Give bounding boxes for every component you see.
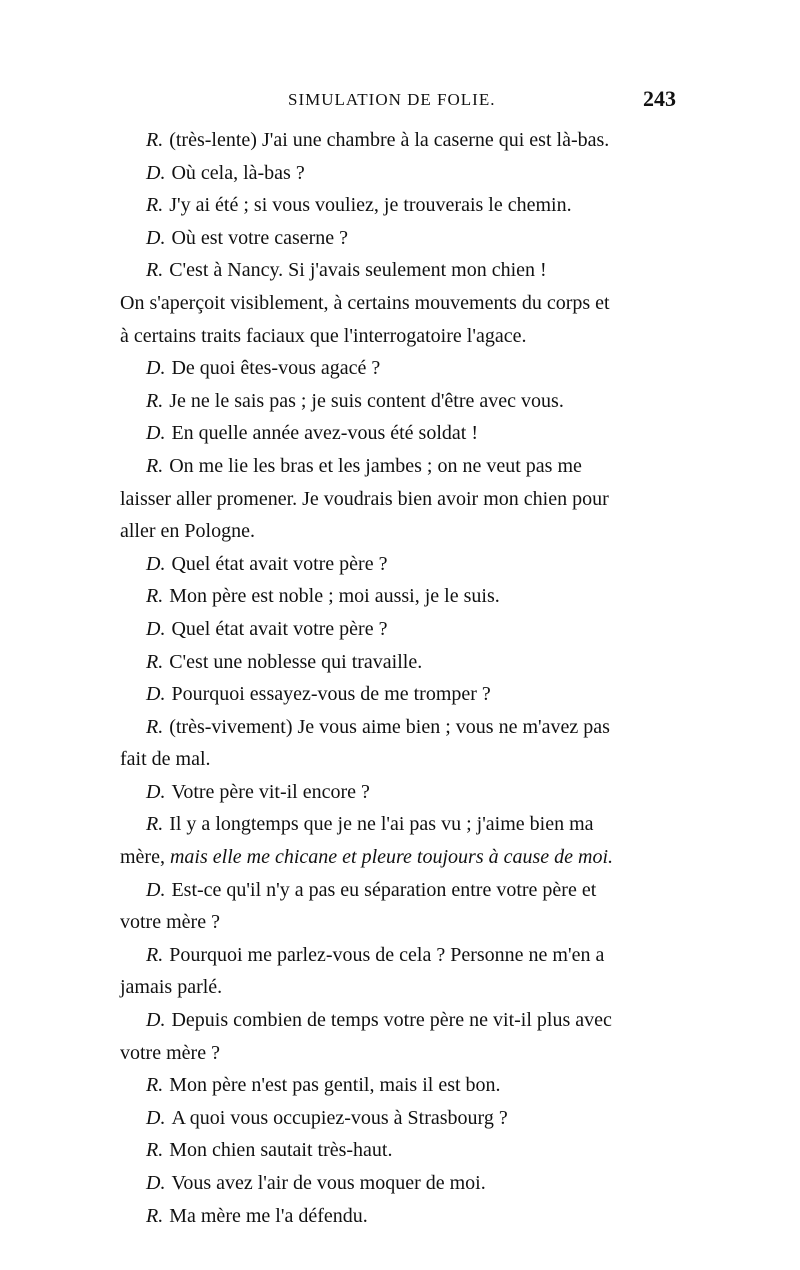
page-header (120, 86, 680, 120)
line-text: Mon chien sautait très-haut. (169, 1139, 393, 1162)
text-line (120, 1200, 668, 1233)
dialogue-text (120, 124, 668, 1232)
line-text: aller en Pologne. (120, 520, 255, 543)
speaker-label: D. (146, 780, 166, 803)
speaker-label: R. (146, 715, 164, 738)
line-text: En quelle année avez-vous été soldat ! (171, 422, 478, 445)
line-text: C'est à Nancy. Si j'avais seulement mon chien ! (169, 259, 547, 282)
text-line (120, 678, 668, 711)
text-line (120, 1004, 668, 1037)
page-number: 243 (643, 86, 676, 111)
line-text: Où est votre caserne ? (171, 226, 349, 249)
line-text: Pourquoi me parlez-vous de cela ? Personne ne m'en a (169, 943, 605, 966)
line-text: votre mère ? (120, 1041, 220, 1064)
text-line (120, 711, 668, 744)
line-text: votre mère ? (120, 911, 220, 934)
text-line (120, 743, 668, 776)
line-text: (très-vivement) Je vous aime bien ; vous ne m'avez pas (169, 715, 610, 738)
speaker-label: R. (146, 259, 164, 282)
line-text: Pourquoi essayez-vous de me tromper ? (171, 683, 491, 706)
text-line (120, 613, 668, 646)
speaker-label: R. (146, 650, 164, 673)
text-line (120, 320, 668, 353)
line-text: Quel état avait votre père ? (171, 617, 388, 640)
speaker-label: R. (146, 1139, 164, 1162)
speaker-label: D. (146, 357, 166, 380)
speaker-label: D. (146, 1172, 166, 1194)
speaker-label: R. (146, 585, 164, 608)
running-title: SIMULATION DE FOLIE. (288, 90, 496, 109)
text-line (120, 646, 668, 679)
speaker-label: R. (146, 1074, 164, 1097)
speaker-label: D. (146, 161, 166, 184)
line-text: A quoi vous occupiez-vous à Strasbourg ? (171, 1106, 508, 1129)
speaker-label: R. (146, 454, 164, 477)
text-line (120, 189, 668, 222)
text-line (120, 1167, 668, 1200)
line-text: Je ne le sais pas ; je suis content d'être avec vous. (169, 389, 564, 412)
line-text: Ma mère me l'a défendu. (169, 1204, 368, 1227)
speaker-label: D. (146, 226, 166, 249)
speaker-label: R. (146, 389, 164, 412)
line-text: Est-ce qu'il n'y a pas eu séparation entre votre père et (171, 878, 597, 901)
speaker-label: D. (146, 617, 166, 640)
text-line (120, 1102, 668, 1135)
line-text: Votre père vit-il encore ? (171, 780, 370, 803)
line-text: Mon père est noble ; moi aussi, je le suis. (169, 585, 500, 608)
text-line (120, 124, 668, 157)
speaker-label: R. (146, 943, 164, 966)
text-line (120, 906, 668, 939)
text-line (120, 971, 668, 1004)
text-line (120, 157, 668, 190)
text-line (120, 287, 668, 320)
line-text: Vous avez l'air de vous moquer de moi. (171, 1172, 486, 1194)
line-text: Quel état avait votre père ? (171, 552, 388, 575)
text-line (120, 385, 668, 418)
line-text: On s'aperçoit visiblement, à certains mouvements du corps et (120, 291, 610, 314)
line-text: jamais parlé. (120, 976, 223, 999)
speaker-label: R. (146, 1204, 164, 1227)
line-text: Depuis combien de temps votre père ne vit-il plus avec (171, 1009, 612, 1032)
line-text: J'y ai été ; si vous vouliez, je trouverais le chemin. (169, 194, 572, 217)
line-text: fait de mal. (120, 748, 211, 771)
speaker-label: D. (146, 683, 166, 706)
text-line (120, 874, 668, 907)
line-text: On me lie les bras et les jambes ; on ne veut pas me (169, 454, 582, 477)
line-text: à certains traits faciaux que l'interrogatoire l'agace. (120, 324, 527, 347)
italic-text: mais elle me chicane et pleure toujours à cause de moi. (169, 846, 614, 869)
speaker-label: D. (146, 1106, 166, 1129)
text-line (120, 939, 668, 972)
line-text: laisser aller promener. Je voudrais bien avoir mon chien pour (120, 487, 609, 510)
speaker-label: D. (146, 1009, 166, 1032)
speaker-label: R. (146, 129, 164, 151)
text-line (120, 352, 668, 385)
text-line (120, 1037, 668, 1070)
speaker-label: D. (146, 552, 166, 575)
text-line (120, 254, 668, 287)
line-text: Il y a longtemps que je ne l'ai pas vu ; j'aime bien ma (169, 813, 594, 836)
speaker-label: D. (146, 422, 166, 445)
text-line (120, 776, 668, 809)
text-line (120, 515, 668, 548)
text-line (120, 222, 668, 255)
line-text: Où cela, là-bas ? (171, 161, 305, 184)
line-text: De quoi êtes-vous agacé ? (171, 357, 381, 380)
text-line (120, 483, 668, 516)
text-line (120, 808, 668, 841)
text-line (120, 580, 668, 613)
line-text: mère, (120, 846, 165, 869)
text-line (120, 450, 668, 483)
text-line (120, 548, 668, 581)
speaker-label: R. (146, 194, 164, 217)
speaker-label: R. (146, 813, 164, 836)
text-line (120, 1069, 668, 1102)
line-text: Mon père n'est pas gentil, mais il est bon. (169, 1074, 501, 1097)
line-text: C'est une noblesse qui travaille. (169, 650, 423, 673)
speaker-label: D. (146, 878, 166, 901)
text-line (120, 417, 668, 450)
line-text: (très-lente) J'ai une chambre à la caserne qui est là-bas. (169, 129, 610, 151)
text-line (120, 1134, 668, 1167)
text-line (120, 841, 668, 874)
